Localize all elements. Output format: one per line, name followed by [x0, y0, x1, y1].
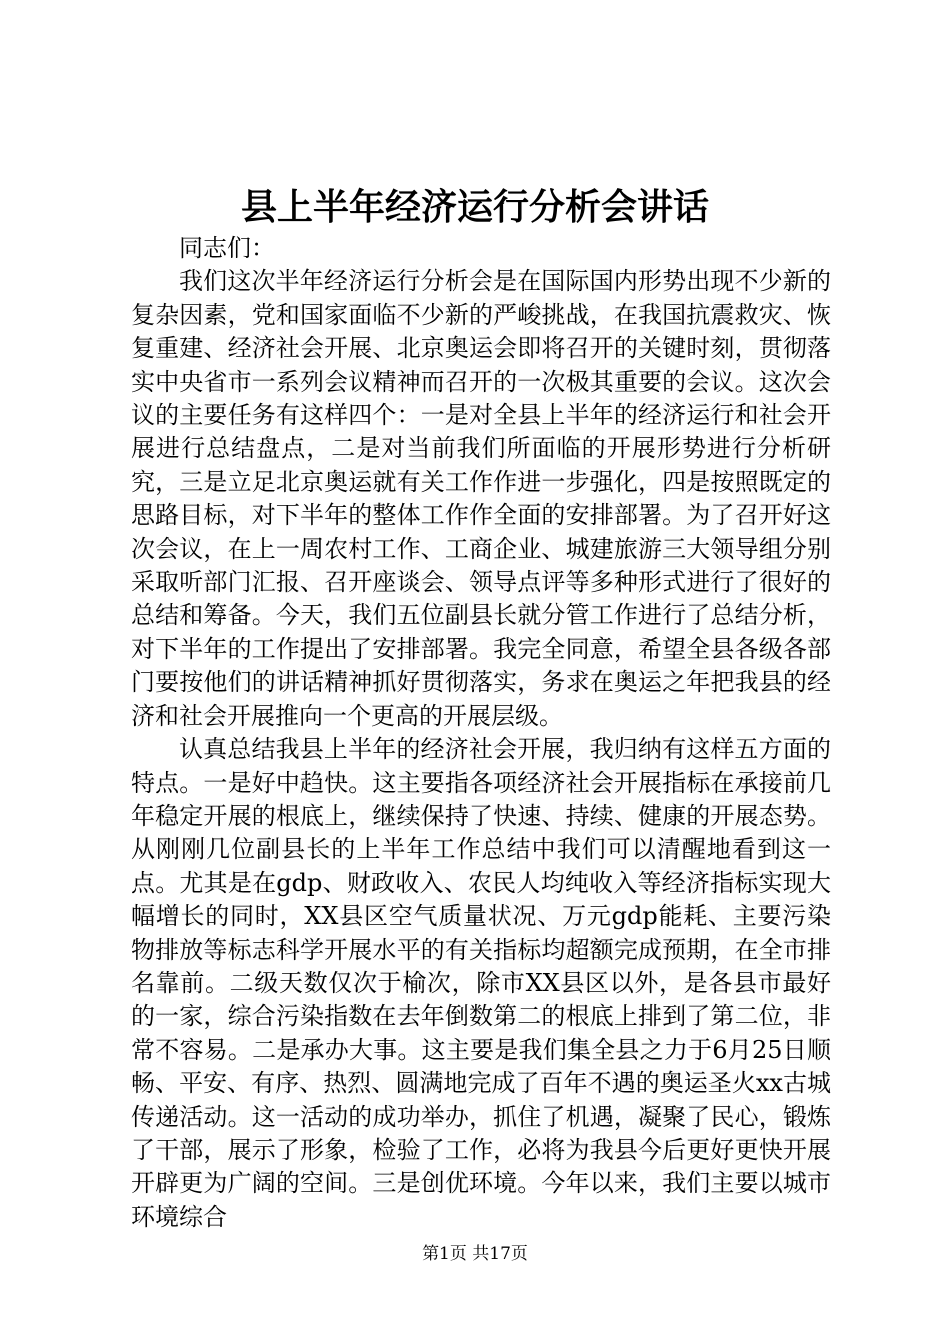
page-number: 第1页	[422, 1244, 467, 1264]
document-title: 县上半年经济运行分析会讲话	[240, 187, 709, 228]
body-paragraph-2: 认真总结我县上半年的经济社会开展，我归纳有这样五方面的特点。一是好中趋快。这主要指各项经济社会开展指标在承接前几年稳定开展的根底上，继续保持了快速、持续、健康的开展态势。从刚刚几位副县长的上半年工作总结中我们可以清醒地看到这一点。尤其是在gdp、财政收入、农民人均纯收入等经济指标实现大幅增长的同时，XX县区空气质量状况、万元gdp能耗、主要污染物排放等标志科学开展水平的有关指标均超额完成预期，在全市排名靠前。二级天数仅次于榆次，除市XX县区以外，是各县市最好的一家，综合污染指数在去年倒数第二的根底上排到了第二位，非常不容易。二是承办大事。这主要是我们集全县之力于6月25日顺畅、平安、有序、热烈、圆满地完成了百年不遇的奥运圣火xx古城传递活动。这一活动的成功举办，抓住了机遇，凝聚了民心，锻炼了干部，展示了形象，检验了工作，必将为我县今后更好更快开展开辟更为广阔的空间。三是创优环境。今年以来，我们主要以城市环境综合	[131, 735, 831, 1231]
document-body	[131, 232, 831, 1234]
greeting-line: 同志们：	[179, 234, 275, 262]
page-footer	[0, 1242, 950, 1266]
body-paragraph-1: 我们这次半年经济运行分析会是在国际国内形势出现不少新的复杂因素，党和国家面临不少新的严峻挑战，在我国抗震救灾、恢复重建、经济社会开展、北京奥运会即将召开的关键时刻，贯彻落实中央省市一系列会议精神而召开的一次极其重要的会议。这次会议的主要任务有这样四个：一是对全县上半年的经济运行和社会开展进行总结盘点，二是对当前我们所面临的开展形势进行分析研究，三是立足北京奥运就有关工作作进一步强化，四是按照既定的思路目标，对下半年的整体工作作全面的安排部署。为了召开好这次会议，在上一周农村工作、工商企业、城建旅游三大领导组分别采取听部门汇报、召开座谈会、领导点评等多种形式进行了很好的总结和筹备。今天，我们五位副县长就分管工作进行了总结分析，对下半年的工作提出了安排部署。我完全同意，希望全县各级各部门要按他们的讲话精神抓好贯彻落实，务求在奥运之年把我县的经济和社会开展推向一个更高的开展层级。	[131, 267, 831, 730]
page-total: 共17页	[472, 1244, 528, 1264]
